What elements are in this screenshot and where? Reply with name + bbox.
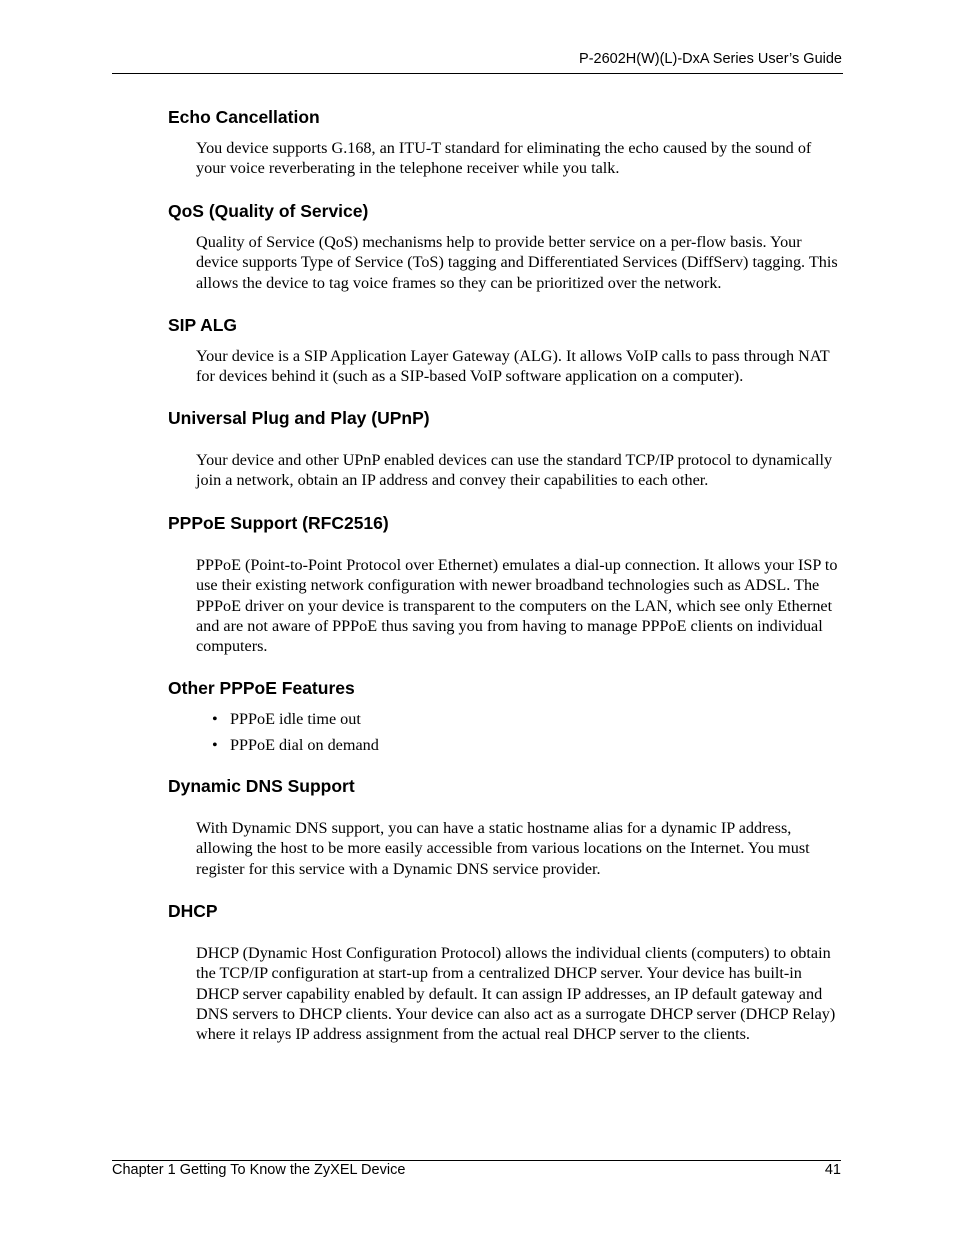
list-item (212, 735, 379, 755)
section-body-upnp: Your device and other UPnP enabled devices can use the standard TCP/IP protocol to dynamically join a network, obtain an IP address and convey their capabilities to each other. (196, 451, 833, 490)
header-divider (112, 73, 843, 74)
footer-chapter-title: Chapter 1 Getting To Know the ZyXEL Device (112, 1162, 406, 1178)
footer-divider (112, 1160, 841, 1161)
section-body-qos: Quality of Service (QoS) mechanisms help to provide better service on a per-flow basis. Your device supports Type of Service (ToS) tagging and Differentiated Services (DiffServ) tagging. This allows the device to tag voice frames so they can be prioritized over the network. (196, 233, 838, 292)
list-item-text: PPPoE dial on demand (230, 736, 379, 754)
section-heading-upnp: Universal Plug and Play (UPnP) (168, 408, 430, 428)
section-heading-sip-alg: SIP ALG (168, 315, 238, 335)
section-body-sip-alg: Your device is a SIP Application Layer Gateway (ALG). It allows VoIP calls to pass through NAT for devices behind it (such as a SIP-based VoIP software application on a computer). (196, 347, 830, 386)
bullet-icon: • (212, 710, 218, 728)
running-header: P-2602H(W)(L)-DxA Series User’s Guide (579, 51, 842, 67)
section-body-pppoe-support: PPPoE (Point-to-Point Protocol over Ethernet) emulates a dial-up connection. It allows your ISP to use their existing network configuration with newer broadband technologies such as ADSL. The PPPoE driver on your device is transparent to the computers on the LAN, which see only Ethernet and are not aware of PPPoE thus saving you from having to manage PPPoE clients on individual computers. (196, 556, 838, 656)
section-heading-echo-cancellation: Echo Cancellation (168, 107, 320, 127)
section-heading-qos: QoS (Quality of Service) (168, 201, 369, 221)
section-heading-other-pppoe-features: Other PPPoE Features (168, 678, 355, 698)
section-heading-dhcp: DHCP (168, 901, 218, 921)
page-number: 41 (824, 1162, 841, 1178)
section-body-echo-cancellation: You device supports G.168, an ITU-T standard for eliminating the echo caused by the sound of your voice reverberating in the telephone receiver while you talk. (196, 139, 812, 178)
list-item (212, 709, 361, 729)
list-item-text: PPPoE idle time out (230, 710, 361, 728)
section-body-dhcp: DHCP (Dynamic Host Configuration Protocol) allows the individual clients (computers) to obtain the TCP/IP configuration at start-up from a centralized DHCP server. Your device has built-in DHCP server capability enabled by default. It can assign IP addresses, an IP default gateway and DNS servers to DHCP clients. Your device can also act as a surrogate DHCP server (DHCP Relay) where it relays IP address assignment from the actual real DHCP server to the clients. (196, 944, 836, 1044)
bullet-icon: • (212, 736, 218, 754)
section-heading-dynamic-dns: Dynamic DNS Support (168, 776, 355, 796)
section-body-dynamic-dns: With Dynamic DNS support, you can have a static hostname alias for a dynamic IP address, allowing the host to be more easily accessible from various locations on the Internet. You must register for this service with a Dynamic DNS service provider. (196, 819, 810, 878)
section-heading-pppoe-support: PPPoE Support (RFC2516) (168, 513, 389, 533)
